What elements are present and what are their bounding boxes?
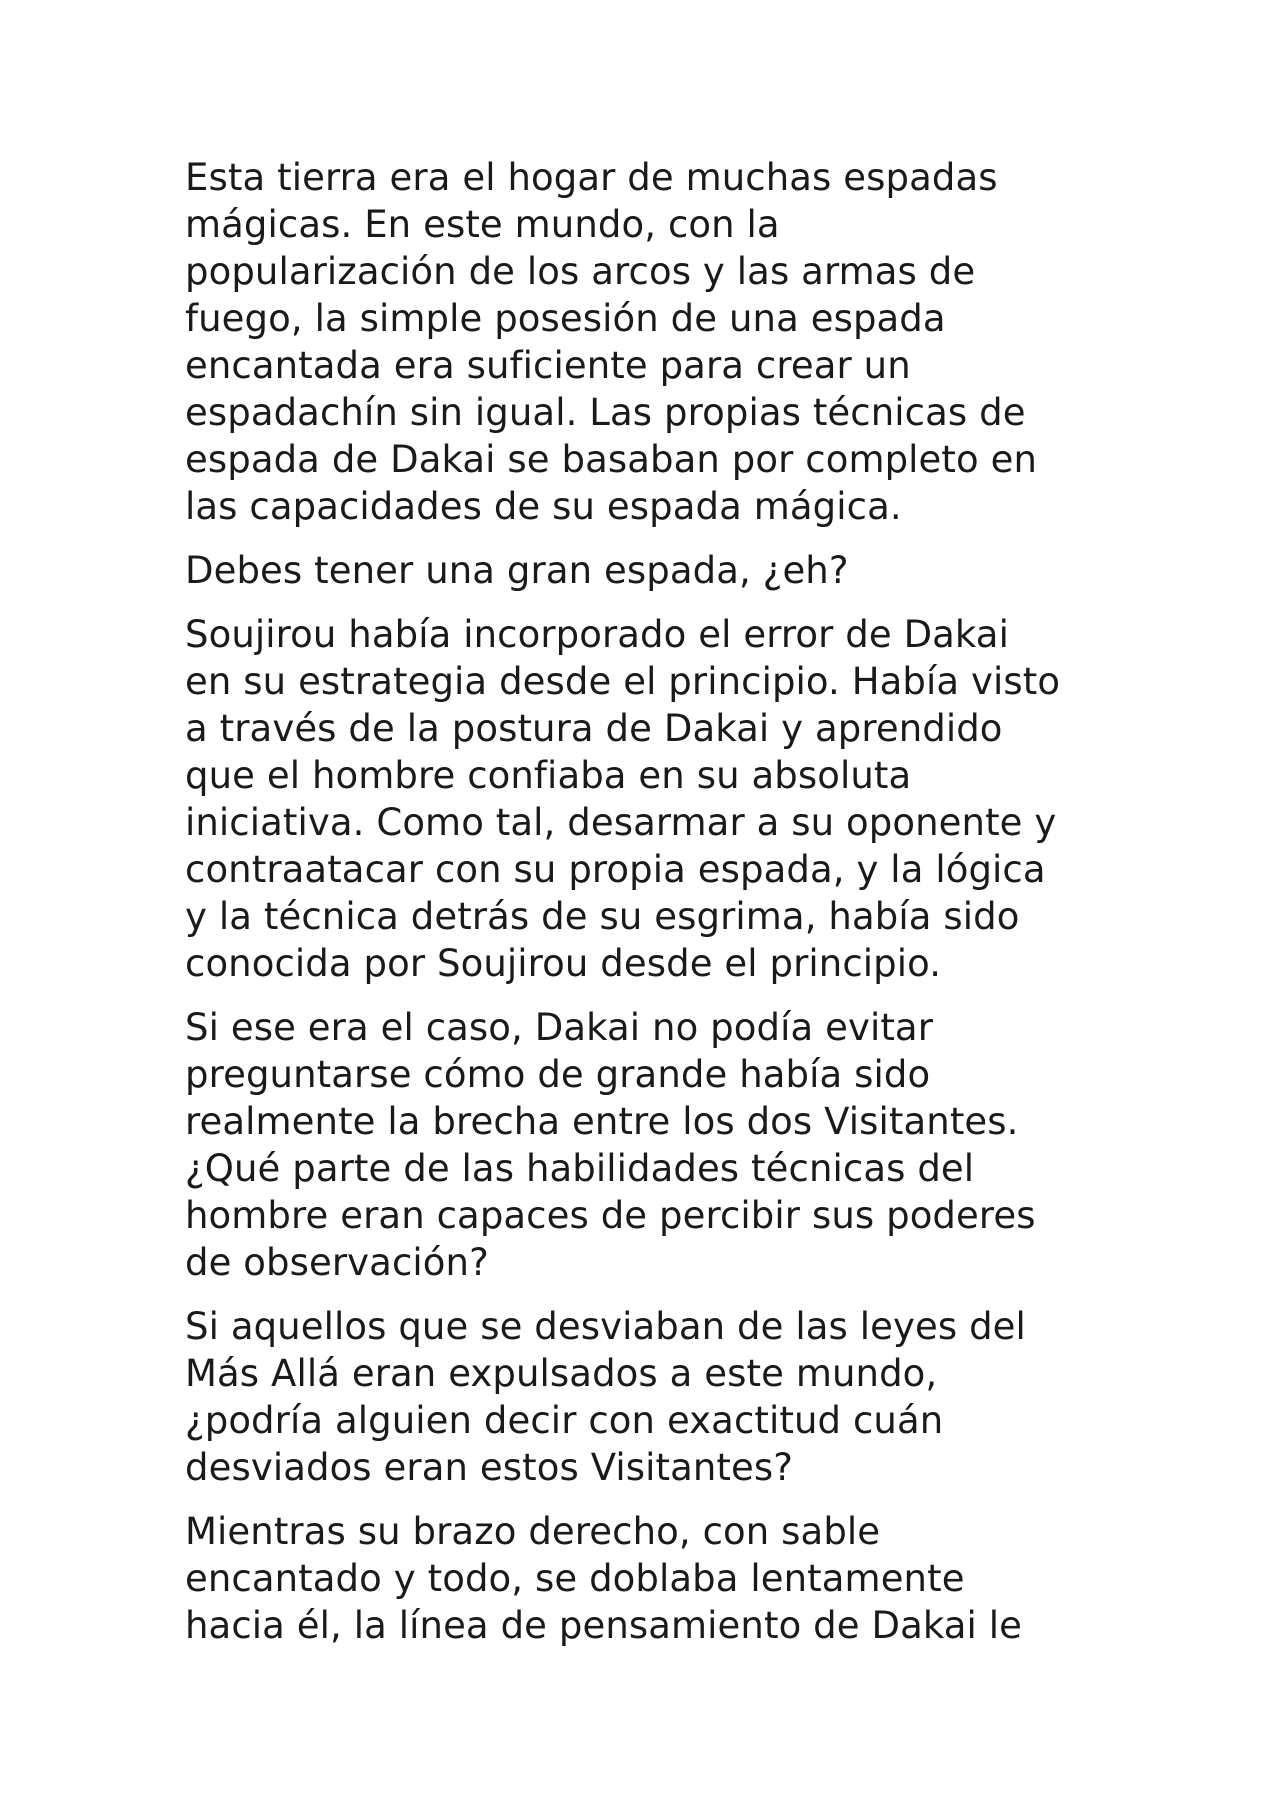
text-line: ¿podría alguien decir con exactitud cuán [185, 1399, 944, 1442]
text-line: encantada era suficiente para crear un [185, 344, 911, 387]
text-line: de observación? [185, 1241, 489, 1284]
paragraph-3 [185, 611, 1115, 987]
paragraph-1 [185, 154, 1115, 530]
text-line: que el hombre confiaba en su absoluta [185, 754, 912, 797]
text-line: Debes tener una gran espada, ¿eh? [185, 549, 849, 592]
text-line: Soujirou había incorporado el error de Dakai [185, 613, 1009, 656]
text-line: fuego, la simple posesión de una espada [185, 297, 946, 340]
text-line: realmente la brecha entre los dos Visitantes. [185, 1100, 1019, 1143]
paragraph-5 [185, 1303, 1115, 1491]
text-line: iniciativa. Como tal, desarmar a su oponente y [185, 801, 1057, 844]
text-line: espadachín sin igual. Las propias técnicas de [185, 391, 1026, 434]
text-line: desviados eran estos Visitantes? [185, 1446, 793, 1489]
text-line: contraatacar con su propia espada, y la lógica [185, 848, 1046, 891]
text-line: conocida por Soujirou desde el principio. [185, 942, 942, 985]
document-page [185, 154, 1115, 1666]
text-line: hombre eran capaces de percibir sus poderes [185, 1194, 1036, 1237]
text-line: hacia él, la línea de pensamiento de Dakai le [185, 1604, 1022, 1647]
text-line: Más Allá eran expulsados a este mundo, [185, 1352, 938, 1395]
paragraph-2 [185, 547, 1115, 594]
text-line: y la técnica detrás de su esgrima, había sido [185, 895, 1020, 938]
text-line: Si aquellos que se desviaban de las leyes del [185, 1305, 1026, 1348]
text-line: en su estrategia desde el principio. Había visto [185, 660, 1061, 703]
text-line: mágicas. En este mundo, con la [185, 203, 780, 246]
text-line: encantado y todo, se doblaba lentamente [185, 1557, 965, 1600]
text-line: Mientras su brazo derecho, con sable [185, 1510, 881, 1553]
text-line: las capacidades de su espada mágica. [185, 485, 902, 528]
text-line: preguntarse cómo de grande había sido [185, 1053, 931, 1096]
paragraph-6 [185, 1508, 1115, 1649]
text-line: Esta tierra era el hogar de muchas espadas [185, 156, 998, 199]
text-line: Si ese era el caso, Dakai no podía evitar [185, 1006, 934, 1049]
text-line: a través de la postura de Dakai y aprendido [185, 707, 1003, 750]
text-line: popularización de los arcos y las armas de [185, 250, 976, 293]
text-line: ¿Qué parte de las habilidades técnicas del [185, 1147, 975, 1190]
paragraph-4 [185, 1004, 1115, 1286]
text-line: espada de Dakai se basaban por completo en [185, 438, 1038, 481]
